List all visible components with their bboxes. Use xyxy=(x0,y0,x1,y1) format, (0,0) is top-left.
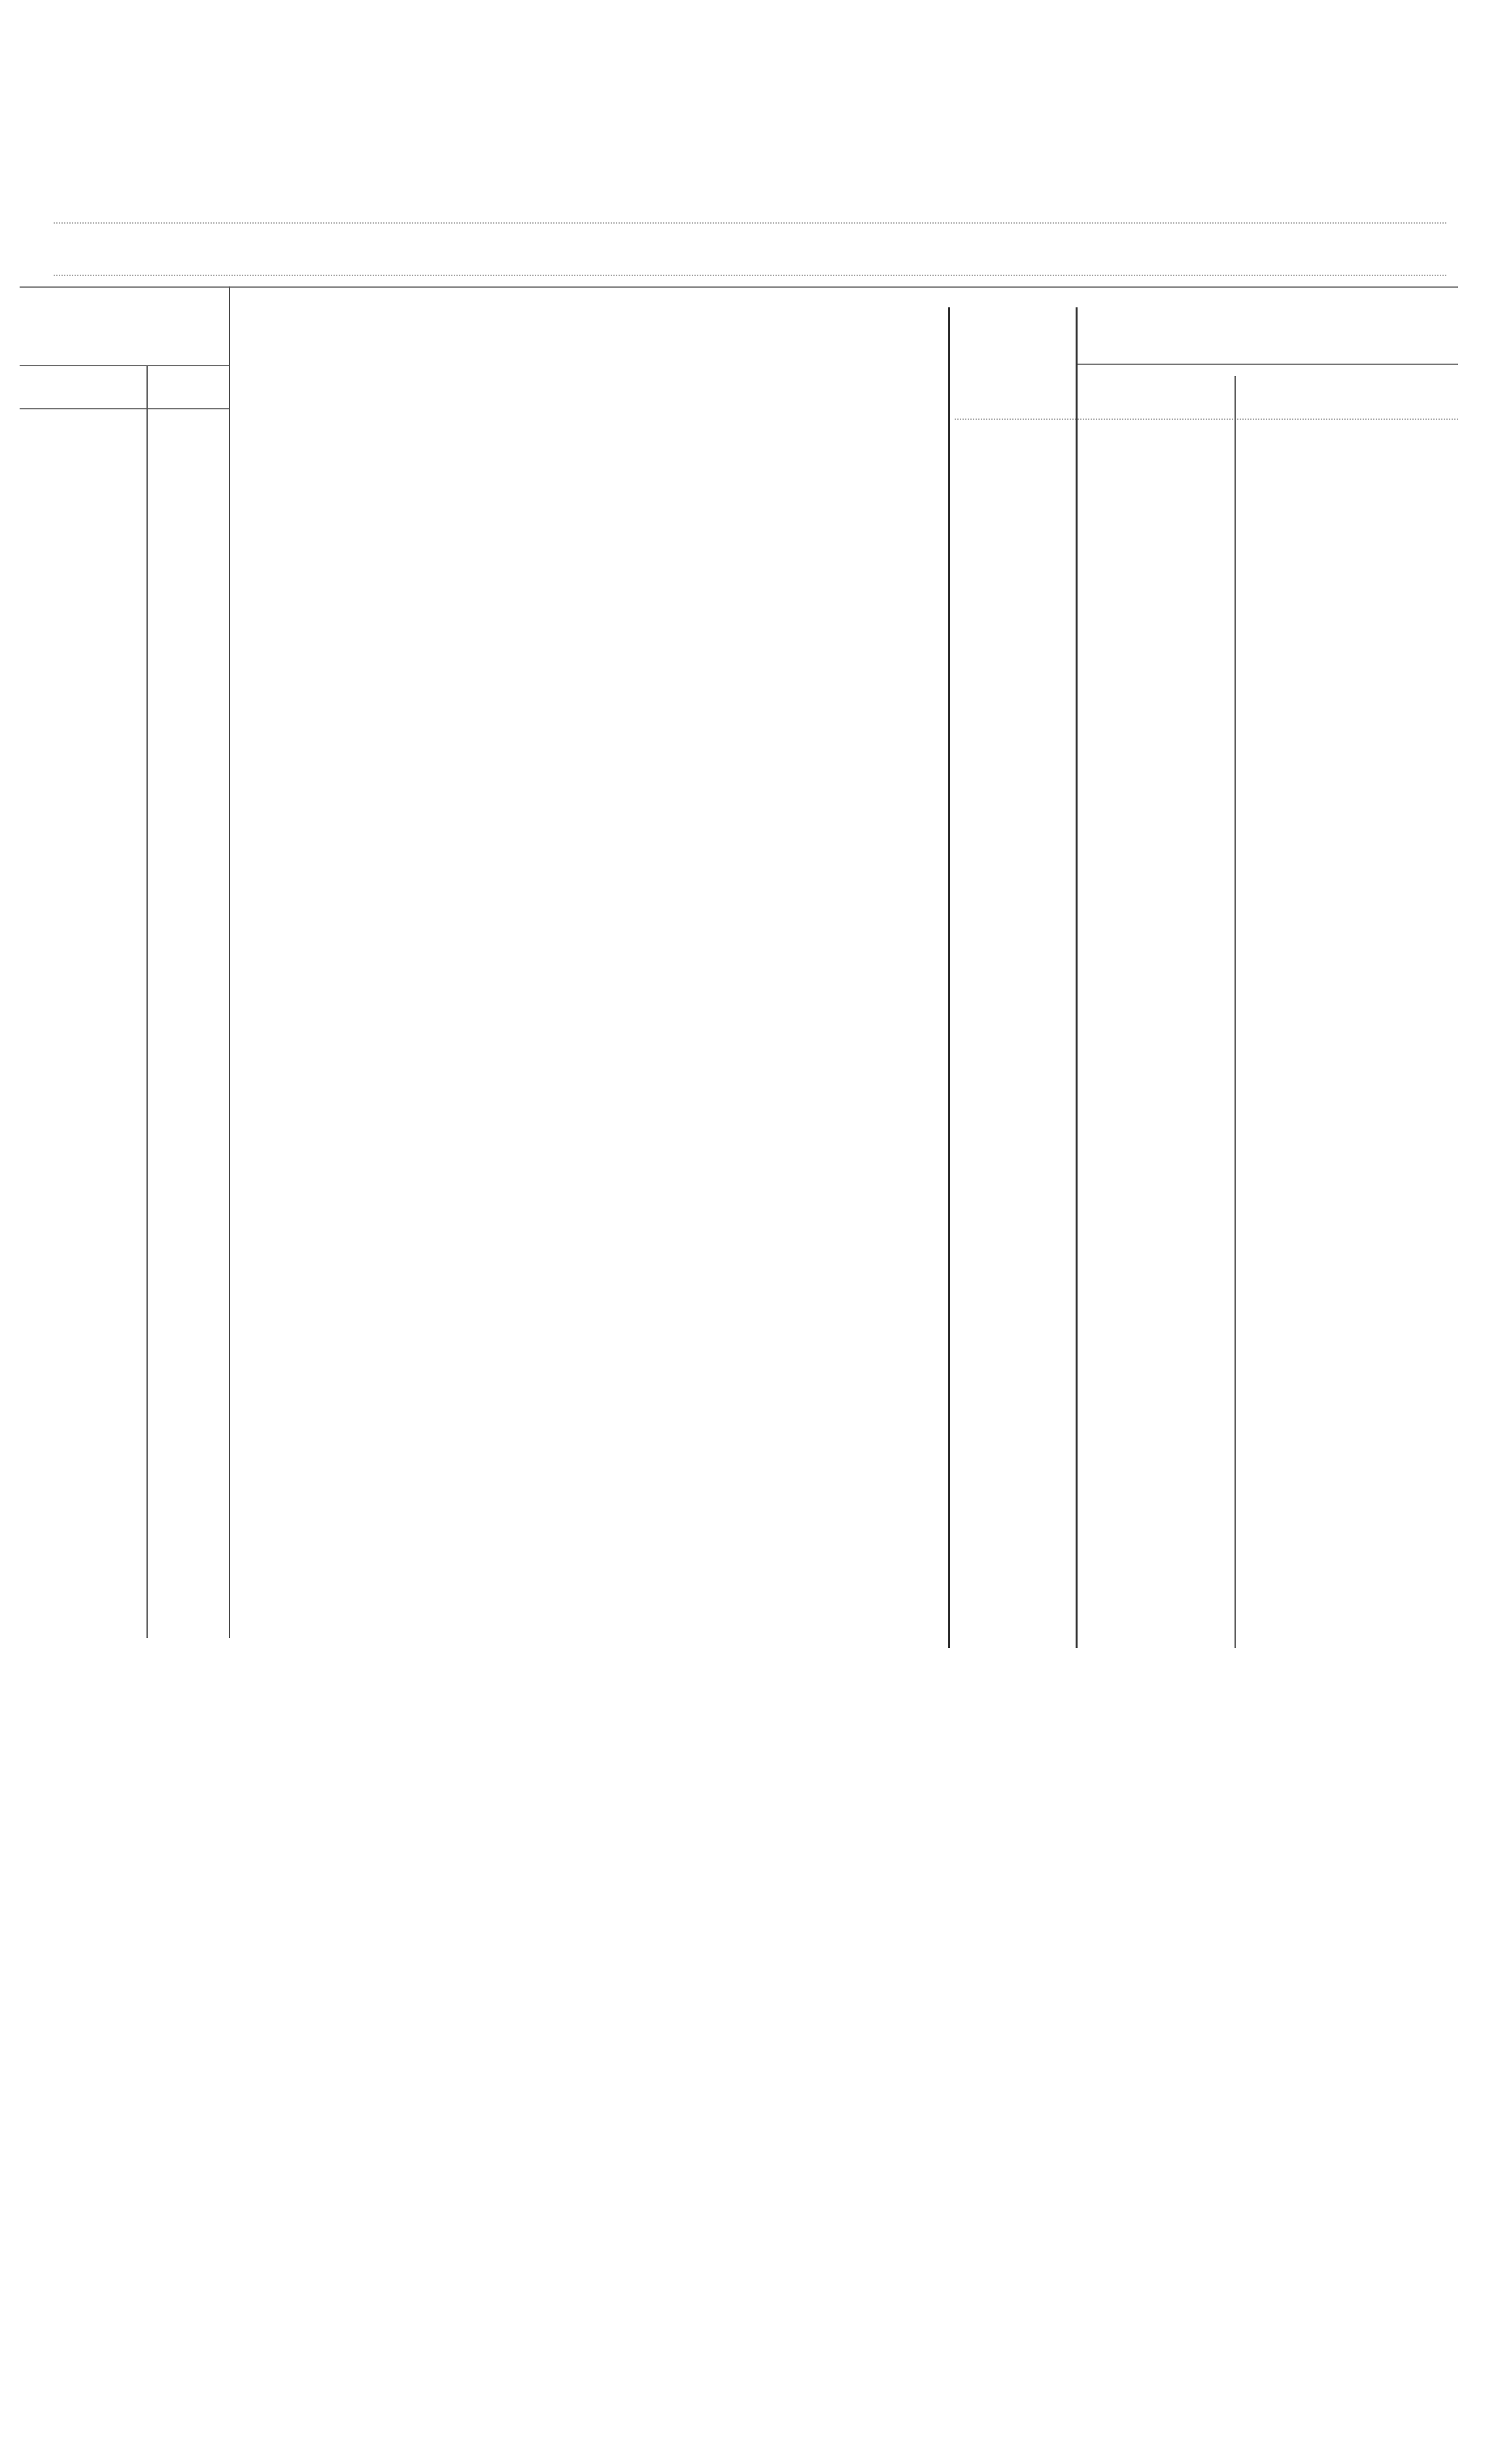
col-1942-rule xyxy=(1078,364,1458,365)
col-1943-left-rule xyxy=(948,307,950,1648)
col-expended-left-rule xyxy=(1234,376,1236,1648)
np-year-rule xyxy=(20,408,229,409)
title-rule xyxy=(54,222,1446,224)
subtitle-rule xyxy=(54,275,1446,276)
np-heading-rule xyxy=(20,365,229,366)
col-1942-left-rule xyxy=(1076,307,1078,1648)
np-right-rule xyxy=(229,286,230,1638)
np-divider xyxy=(146,366,148,1638)
header-bottom-rule xyxy=(955,419,1458,420)
table-top-rule xyxy=(20,286,1458,288)
